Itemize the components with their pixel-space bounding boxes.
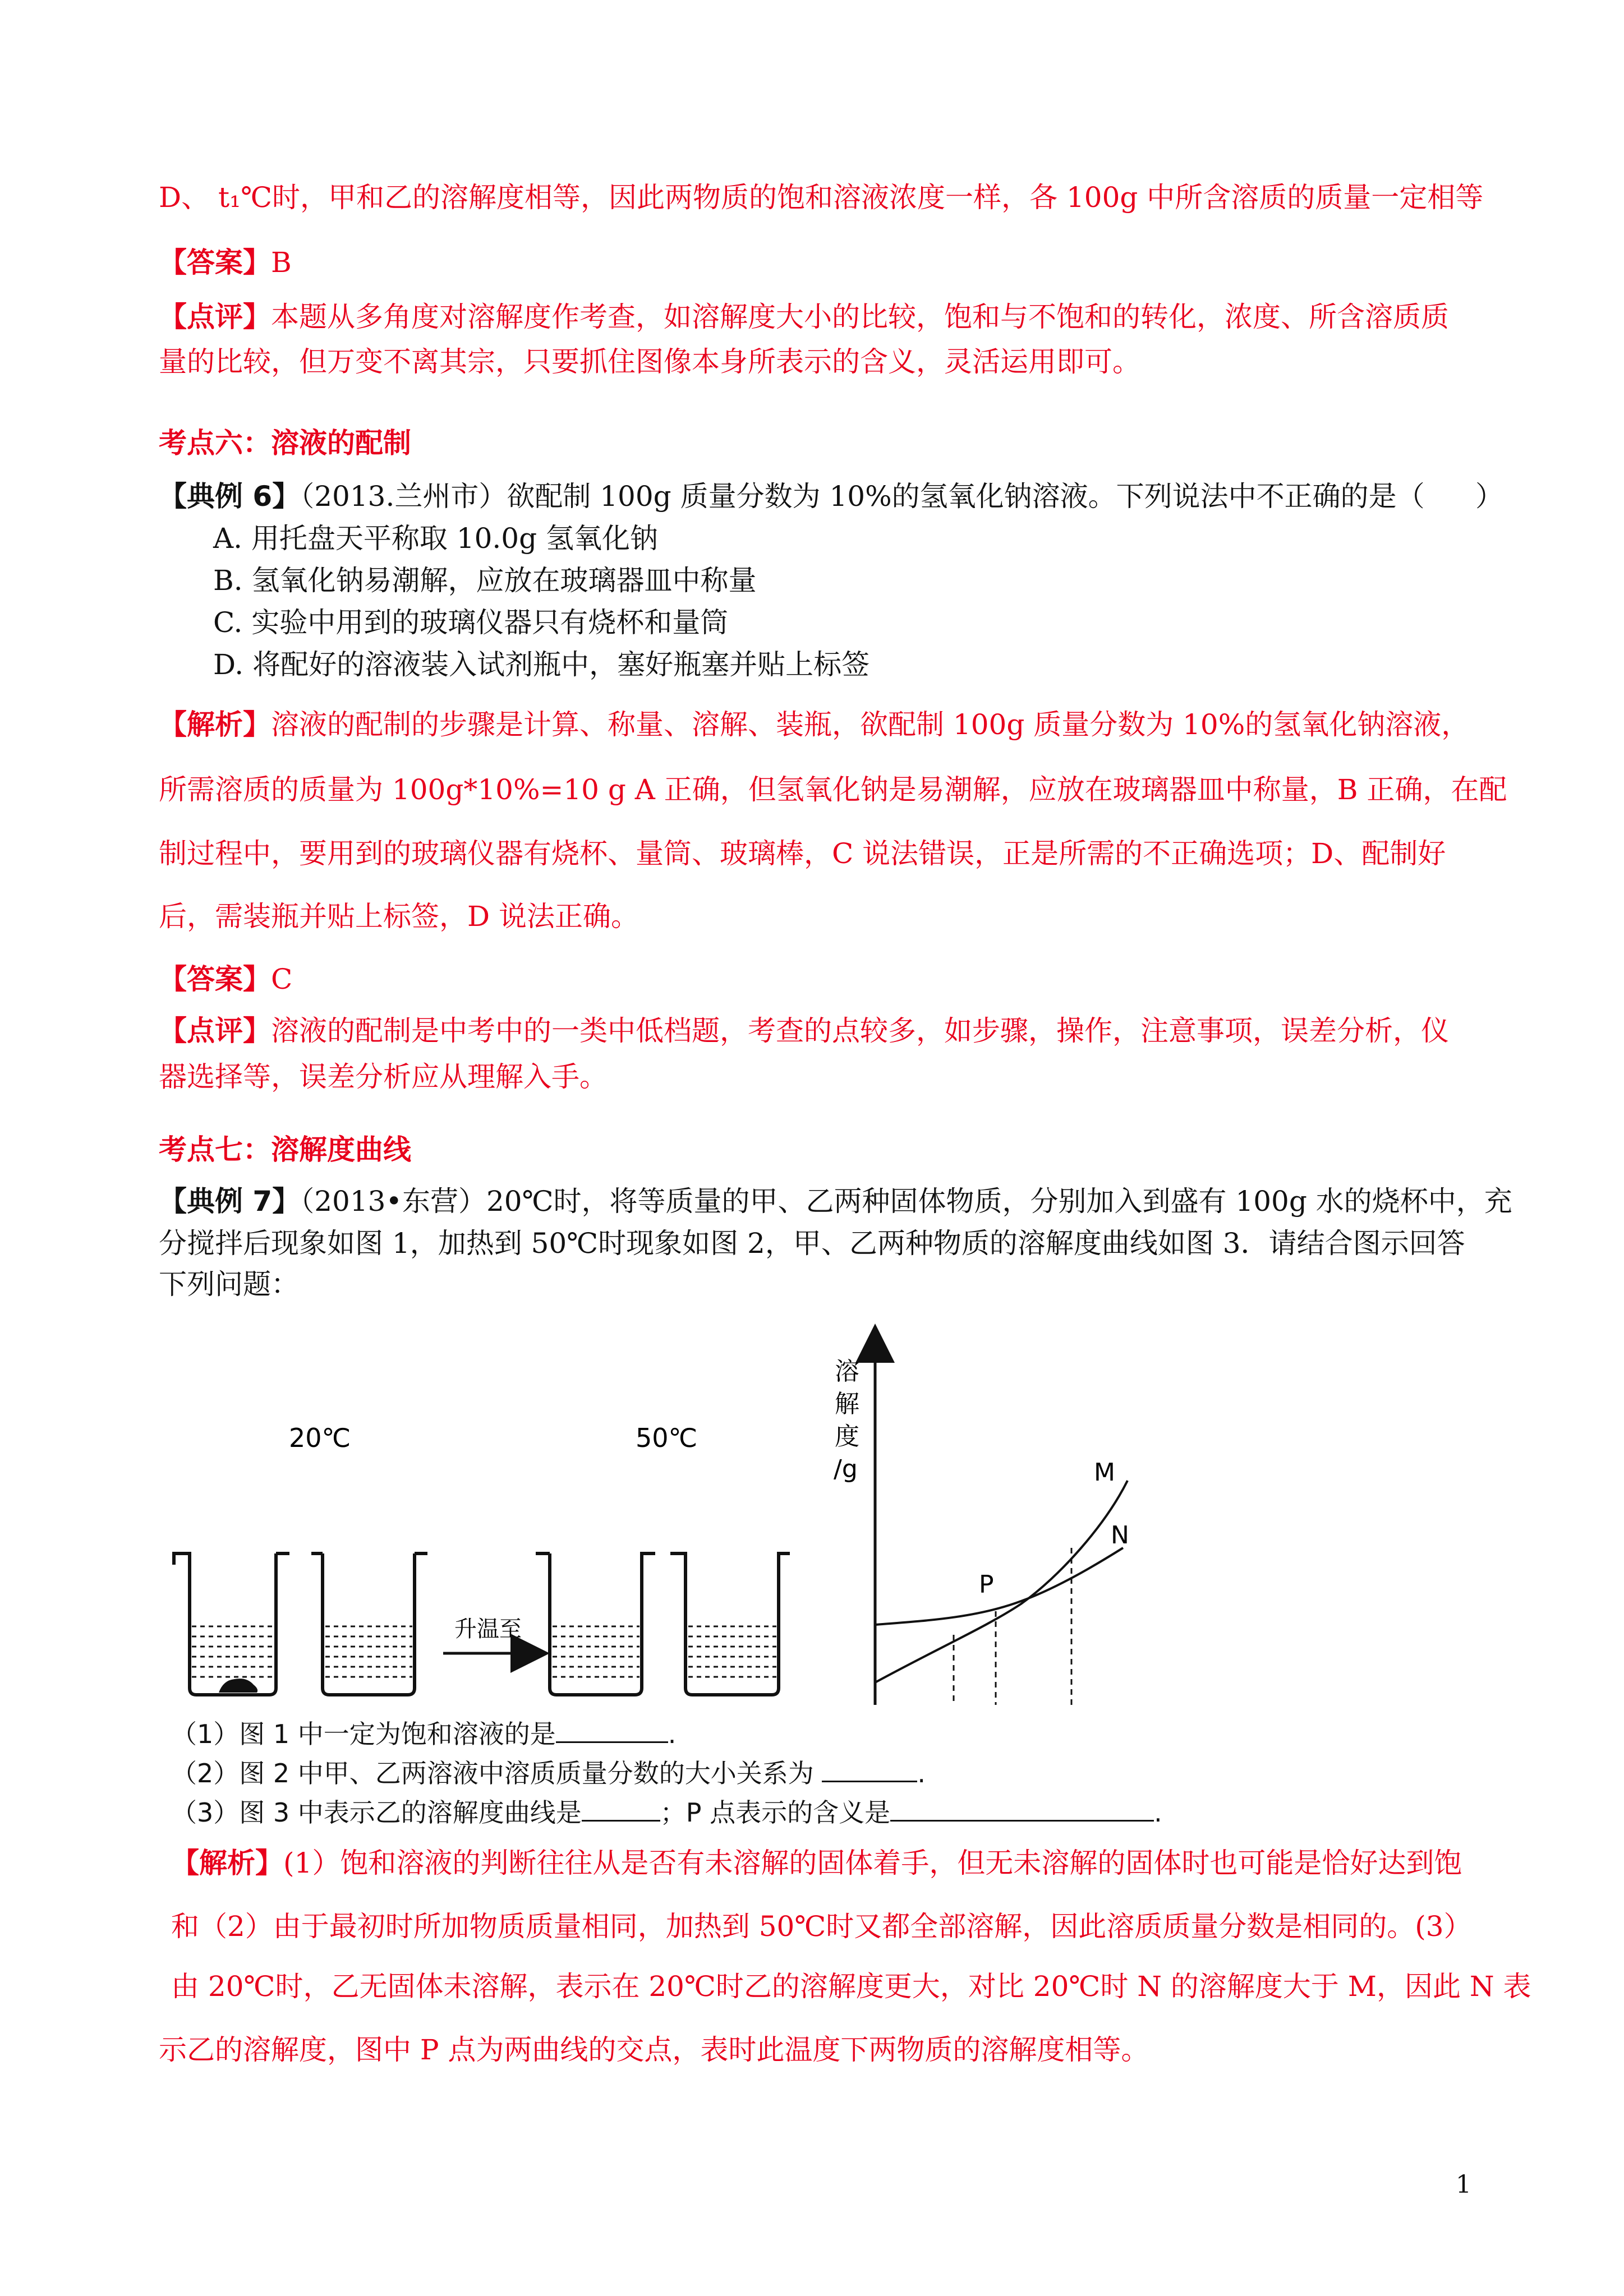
temp-label-20: 20℃ xyxy=(289,1423,351,1453)
example-7-line-3: 下列问题： xyxy=(159,1268,299,1301)
example-tag: 【典例 6】 xyxy=(159,480,301,513)
option-c: C. 实验中用到的玻璃仪器只有烧杯和量筒 xyxy=(213,606,729,639)
undissolved-solid xyxy=(219,1679,257,1693)
y-label-1: 溶 xyxy=(835,1357,859,1386)
example-tag: 【典例 7】 xyxy=(159,1185,301,1218)
y-label-2: 解 xyxy=(835,1390,859,1418)
option-a: A. 用托盘天平称取 10.0g 氢氧化钠 xyxy=(213,522,659,555)
analysis-6-line-1 xyxy=(159,708,1469,741)
curve-n xyxy=(875,1548,1123,1625)
question-3-text-b: ；P 点表示的含义是 xyxy=(660,1797,891,1828)
example-text: （2013.兰州市）欲配制 100g 质量分数为 10%的氢氧化钠溶液。下列说法中不正确的是（ xyxy=(300,480,1425,513)
answer-blank-1[interactable] xyxy=(556,1738,668,1743)
point-p-label: P xyxy=(979,1570,994,1599)
analysis-7-line-2: 和（2）由于最初时所加物质质量相同，加热到 50℃时又都全部溶解，因此溶质质量分数是相同的。(3） xyxy=(171,1910,1472,1943)
answer-blank-3a[interactable] xyxy=(582,1816,660,1822)
analysis-tag: 【解析】 xyxy=(159,708,271,741)
question-2: （2）图 2 中甲、乙两溶液中溶质质量分数的大小关系为 . xyxy=(171,1758,926,1788)
comment-6-line-1 xyxy=(159,1014,1449,1048)
analysis-tag: 【解析】 xyxy=(171,1847,283,1879)
analysis-7-line-3: 由 20℃时，乙无固体未溶解，表示在 20℃时乙的溶解度更大，对比 20℃时 N 的溶解度大于 M，因此 N 表 xyxy=(171,1970,1531,2003)
analysis-6-line-4: 后，需装瓶并贴上标签，D 说法正确。 xyxy=(159,900,639,933)
analysis-6-line-2: 所需溶质的质量为 100g*10%=10 g A 正确，但氢氧化钠是易潮解，应放在玻璃器皿中称量，B 正确，在配 xyxy=(159,773,1507,806)
comment-text: 溶液的配制是中考中的一类中低档题，考查的点较多，如步骤，操作，注意事项，误差分析，仪 xyxy=(271,1015,1449,1047)
curve-m-label: M xyxy=(1094,1458,1115,1487)
answer-value: B xyxy=(271,246,292,279)
beaker-yi-50 xyxy=(670,1553,790,1695)
figure-solubility xyxy=(163,1312,1184,1705)
y-label-3: 度 xyxy=(835,1422,859,1451)
curve-n-label: N xyxy=(1111,1521,1129,1550)
comment-tag: 【点评】 xyxy=(159,301,271,333)
question-1-text: （1）图 1 中一定为饱和溶液的是 xyxy=(171,1719,556,1749)
y-label-4: /g xyxy=(834,1455,858,1483)
arrow-label: 升温至 xyxy=(454,1616,522,1642)
option-d: D. 将配好的溶液装入试剂瓶中，塞好瓶塞并贴上标签 xyxy=(213,648,870,681)
analysis-7-line-1 xyxy=(171,1846,1462,1880)
question-3: （3）图 3 中表示乙的溶解度曲线是 ；P 点表示的含义是 . xyxy=(171,1797,1162,1828)
example-7-line-2: 分搅拌后现象如图 1，加热到 50℃时现象如图 2，甲、乙两种物质的溶解度曲线如图 3．请结合图示回答 xyxy=(159,1227,1465,1260)
analysis-text: (1）饱和溶液的判断往往从是否有未溶解的固体着手，但无未溶解的固体时也可能是恰好达到饱 xyxy=(283,1847,1462,1879)
example-text: （2013•东营）20℃时，将等质量的甲、乙两种固体物质，分别加入到盛有 100g 水的烧杯中，充 xyxy=(300,1185,1512,1218)
answer-6-line xyxy=(159,962,292,996)
answer-blank-3b[interactable] xyxy=(890,1816,1154,1822)
option-b: B. 氢氧化钠易潮解，应放在玻璃器皿中称量 xyxy=(213,564,757,597)
comment-text: 本题从多角度对溶解度作考查，如溶解度大小的比较，饱和与不饱和的转化，浓度、所含溶质质 xyxy=(271,301,1449,333)
analysis-7-line-4: 示乙的溶解度，图中 P 点为两曲线的交点，表时此温度下两物质的溶解度相等。 xyxy=(159,2034,1149,2066)
example-7-line-1 xyxy=(159,1184,1512,1218)
analysis-6-line-3: 制过程中，要用到的玻璃仪器有烧杯、量筒、玻璃棒，C 说法错误，正是所需的不正确选项；D、配制好 xyxy=(159,837,1446,870)
question-2-text: （2）图 2 中甲、乙两溶液中溶质质量分数的大小关系为 xyxy=(171,1758,814,1788)
comment-6-line-2: 器选择等，误差分析应从理解入手。 xyxy=(159,1061,608,1093)
question-3-text: （3）图 3 中表示乙的溶解度曲线是 xyxy=(171,1797,582,1828)
page-number: 1 xyxy=(1456,2170,1471,2199)
answer-line-1 xyxy=(159,246,292,279)
answer-blank-2[interactable] xyxy=(822,1777,917,1782)
answer-tag: 【答案】 xyxy=(159,963,271,995)
analysis-text: 溶液的配制的步骤是计算、称量、溶解、装瓶，欲配制 100g 质量分数为 10%的氢氧化钠溶液， xyxy=(271,708,1470,741)
answer-value: C xyxy=(271,963,293,995)
beaker-jia-20 xyxy=(174,1553,289,1695)
answer-tag: 【答案】 xyxy=(159,246,271,279)
section-heading-6: 考点六：溶液的配制 xyxy=(159,427,411,459)
comment-line-1 xyxy=(159,300,1449,334)
beaker-yi-20 xyxy=(311,1553,427,1695)
beaker-jia-50 xyxy=(536,1553,655,1695)
section-heading-7: 考点七：溶解度曲线 xyxy=(159,1133,411,1166)
example-6-close: ） xyxy=(1475,480,1503,513)
option-d-line: D、 t₁℃时，甲和乙的溶解度相等，因此两物质的饱和溶液浓度一样，各 100g 中所含溶质的质量一定相等 xyxy=(159,181,1484,214)
example-6-line xyxy=(159,480,1425,513)
comment-tag: 【点评】 xyxy=(159,1015,271,1047)
curve-m xyxy=(875,1481,1128,1682)
question-1: （1）图 1 中一定为饱和溶液的是 . xyxy=(171,1719,677,1749)
temp-label-50: 50℃ xyxy=(636,1423,698,1453)
comment-line-2: 量的比较，但万变不离其宗，只要抓住图像本身所表示的含义，灵活运用即可。 xyxy=(159,345,1140,378)
